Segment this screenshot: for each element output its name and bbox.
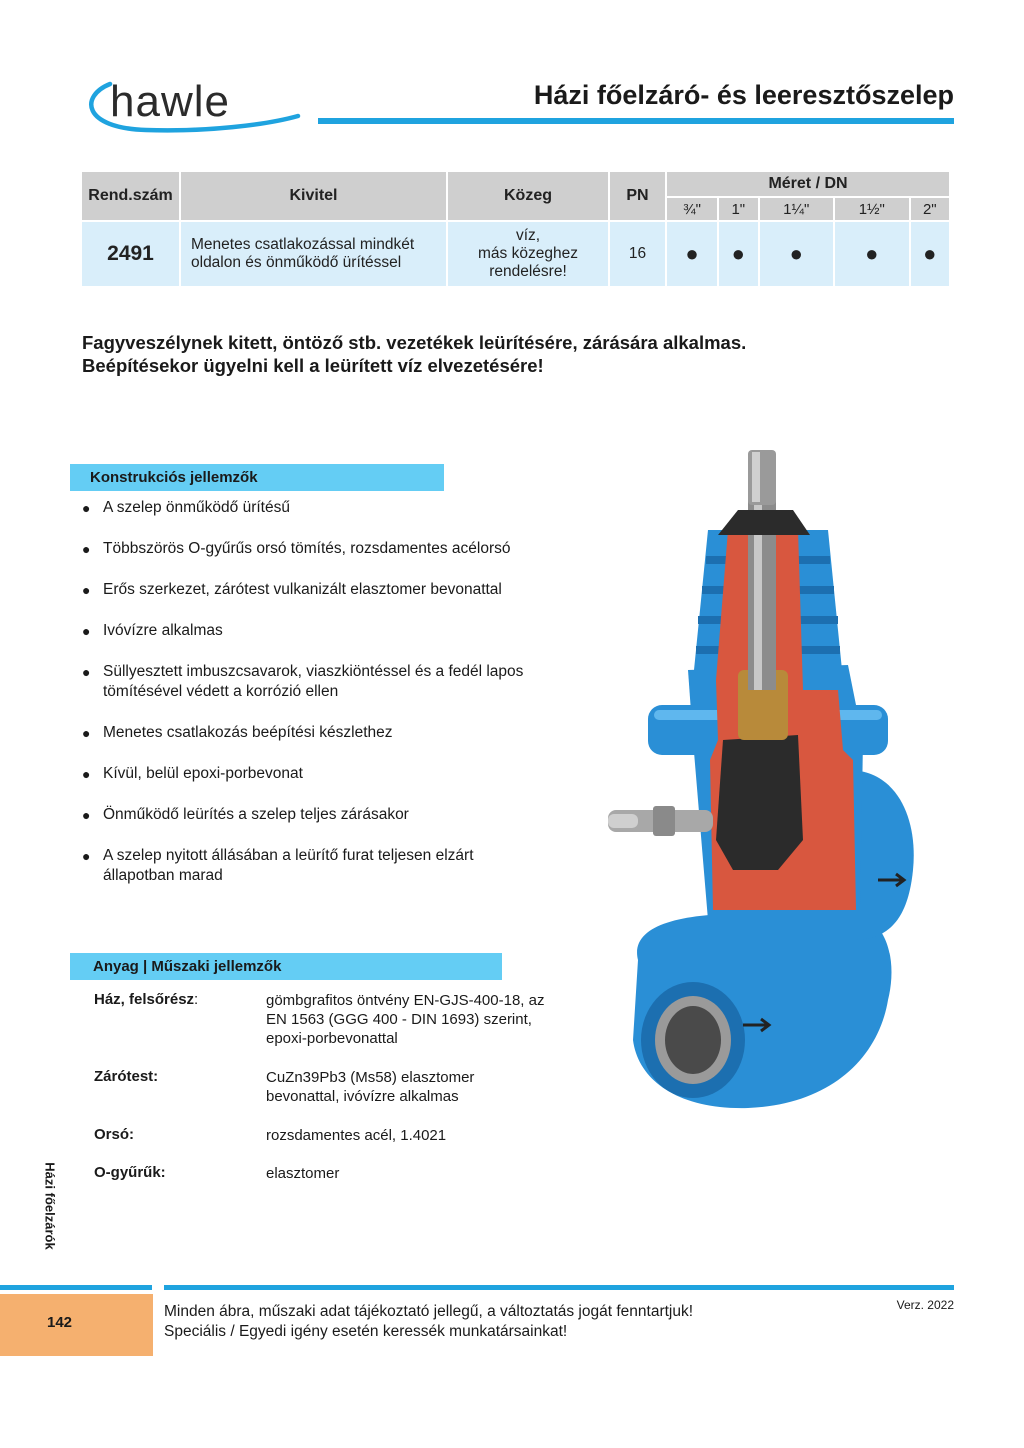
svg-text:hawle: hawle bbox=[110, 77, 230, 126]
intro-line: Beépítésekor ügyelni kell a leürített víz elvezetésére! bbox=[82, 355, 544, 376]
availability-dot: ● bbox=[835, 222, 909, 286]
list-item bbox=[82, 805, 602, 825]
product-pn: 16 bbox=[610, 222, 665, 286]
list-item bbox=[82, 498, 602, 518]
availability-dot: ● bbox=[719, 222, 757, 286]
section-anyag: Anyag | Műszaki jellemzők bbox=[70, 953, 502, 980]
bullet-icon: ● bbox=[82, 500, 91, 516]
header-rend: Rend.szám bbox=[82, 172, 179, 220]
spec-label-ogyuruk: O-gyűrűk: bbox=[94, 1164, 166, 1181]
spec-label-text: Ház, felsőrész bbox=[94, 991, 195, 1008]
footer-rule bbox=[0, 1285, 152, 1290]
header-kivitel: Kivitel bbox=[181, 172, 446, 220]
product-kozeg bbox=[448, 222, 608, 286]
list-item bbox=[82, 539, 602, 559]
side-tab bbox=[40, 1146, 60, 1266]
spec-colon: : bbox=[194, 991, 199, 1008]
footer-note bbox=[164, 1302, 693, 1342]
size-header: 1" bbox=[719, 198, 757, 220]
table-row bbox=[82, 222, 949, 286]
bullet-icon: ● bbox=[82, 582, 91, 598]
page-number-box bbox=[0, 1294, 153, 1356]
size-header: 1¼" bbox=[760, 198, 834, 220]
intro-line: Fagyveszélynek kitett, öntöző stb. vezetékek leürítésére, zárására alkalmas. bbox=[82, 332, 747, 353]
feature-text: A szelep nyitott állásában a leürítő furat teljesen elzárt bbox=[103, 847, 474, 864]
bullet-icon: ● bbox=[82, 807, 91, 823]
page-title: Házi főelzáró- és leeresztőszelep bbox=[533, 80, 954, 110]
bullet-icon: ● bbox=[82, 664, 91, 680]
feature-text: tömítésével védett a korrózió ellen bbox=[103, 683, 339, 700]
spec-value-line: elasztomer bbox=[266, 1165, 340, 1182]
size-header: 2" bbox=[911, 198, 949, 220]
header-meret: Méret / DN bbox=[667, 172, 949, 196]
header-kozeg: Közeg bbox=[448, 172, 608, 220]
kivitel-line: oldalon és önműködő ürítéssel bbox=[191, 254, 402, 271]
spec-value-line: bevonattal, ivóvízre alkalmas bbox=[266, 1088, 459, 1105]
feature-text: Többszörös O-gyűrűs orsó tömítés, rozsdamentes acélorsó bbox=[103, 540, 511, 557]
kozeg-line: rendelésre! bbox=[489, 263, 567, 280]
bullet-icon: ● bbox=[82, 725, 91, 741]
size-header: 1½" bbox=[835, 198, 909, 220]
footer-note-line: Minden ábra, műszaki adat tájékoztató jellegű, a változtatás jogát fenntartjuk! bbox=[164, 1303, 694, 1320]
size-header: ¾" bbox=[667, 198, 717, 220]
kozeg-line: más közeghez bbox=[478, 245, 578, 262]
product-table bbox=[80, 170, 951, 288]
bullet-icon: ● bbox=[82, 541, 91, 557]
product-kivitel bbox=[181, 222, 446, 286]
feature-text: Süllyesztett imbuszcsavarok, viaszkiöntéssel és a fedél lapos bbox=[103, 663, 524, 680]
intro-text bbox=[82, 331, 942, 377]
spec-value-line: EN 1563 (GGG 400 - DIN 1693) szerint, bbox=[266, 1011, 532, 1028]
section-konstrukcios: Konstrukciós jellemzők bbox=[70, 464, 444, 491]
list-item bbox=[82, 580, 602, 600]
availability-dot: ● bbox=[667, 222, 717, 286]
feature-list bbox=[82, 498, 602, 886]
feature-text: A szelep önműködő ürítésű bbox=[103, 499, 290, 516]
list-item bbox=[82, 764, 602, 784]
footer-note-line: Speciális / Egyedi igény esetén keressék munkatársainkat! bbox=[164, 1323, 568, 1340]
spec-label-haz bbox=[94, 991, 198, 1008]
kozeg-line: víz, bbox=[515, 227, 541, 244]
feature-text: Menetes csatlakozás beépítési készlethez bbox=[103, 724, 393, 741]
feature-text: állapotban marad bbox=[103, 867, 223, 884]
availability-dot: ● bbox=[911, 222, 949, 286]
spec-value-line: rozsdamentes acél, 1.4021 bbox=[266, 1127, 447, 1144]
side-tab-label: Házi főelzárók bbox=[42, 1162, 58, 1250]
spec-value-orso bbox=[266, 1126, 586, 1145]
feature-text: Önműködő leürítés a szelep teljes zárásakor bbox=[103, 806, 409, 823]
header-pn: PN bbox=[610, 172, 665, 220]
list-item bbox=[82, 662, 602, 702]
spec-value-line: epoxi-porbevonattal bbox=[266, 1030, 398, 1047]
spec-label-zarotest: Zárótest: bbox=[94, 1068, 159, 1085]
bullet-icon: ● bbox=[82, 766, 91, 782]
bullet-icon: ● bbox=[82, 848, 91, 864]
bullet-icon: ● bbox=[82, 623, 91, 639]
feature-text: Kívül, belül epoxi-porbevonat bbox=[103, 765, 303, 782]
title-rule bbox=[318, 118, 954, 124]
spec-value-haz bbox=[266, 991, 586, 1048]
spec-value-line: gömbgrafitos öntvény EN-GJS-400-18, az bbox=[266, 992, 545, 1009]
spec-label-orso: Orsó: bbox=[94, 1126, 135, 1143]
spec-value-ogyuruk bbox=[266, 1164, 586, 1183]
feature-text: Ivóvízre alkalmas bbox=[103, 622, 223, 639]
valve-cutaway-image bbox=[598, 440, 928, 1120]
list-item bbox=[82, 846, 602, 886]
availability-dot: ● bbox=[760, 222, 834, 286]
feature-text: Erős szerkezet, zárótest vulkanizált elasztomer bevonattal bbox=[103, 581, 502, 598]
hawle-logo bbox=[76, 70, 306, 142]
footer-rule bbox=[164, 1285, 954, 1290]
product-code: 2491 bbox=[82, 222, 179, 286]
list-item bbox=[82, 723, 602, 743]
spec-value-zarotest bbox=[266, 1068, 586, 1106]
spec-value-line: CuZn39Pb3 (Ms58) elasztomer bbox=[266, 1069, 475, 1086]
kivitel-line: Menetes csatlakozással mindkét bbox=[191, 236, 415, 253]
version-label: Verz. 2022 bbox=[896, 1298, 954, 1312]
list-item bbox=[82, 621, 602, 641]
page-number: 142 bbox=[47, 1314, 73, 1331]
